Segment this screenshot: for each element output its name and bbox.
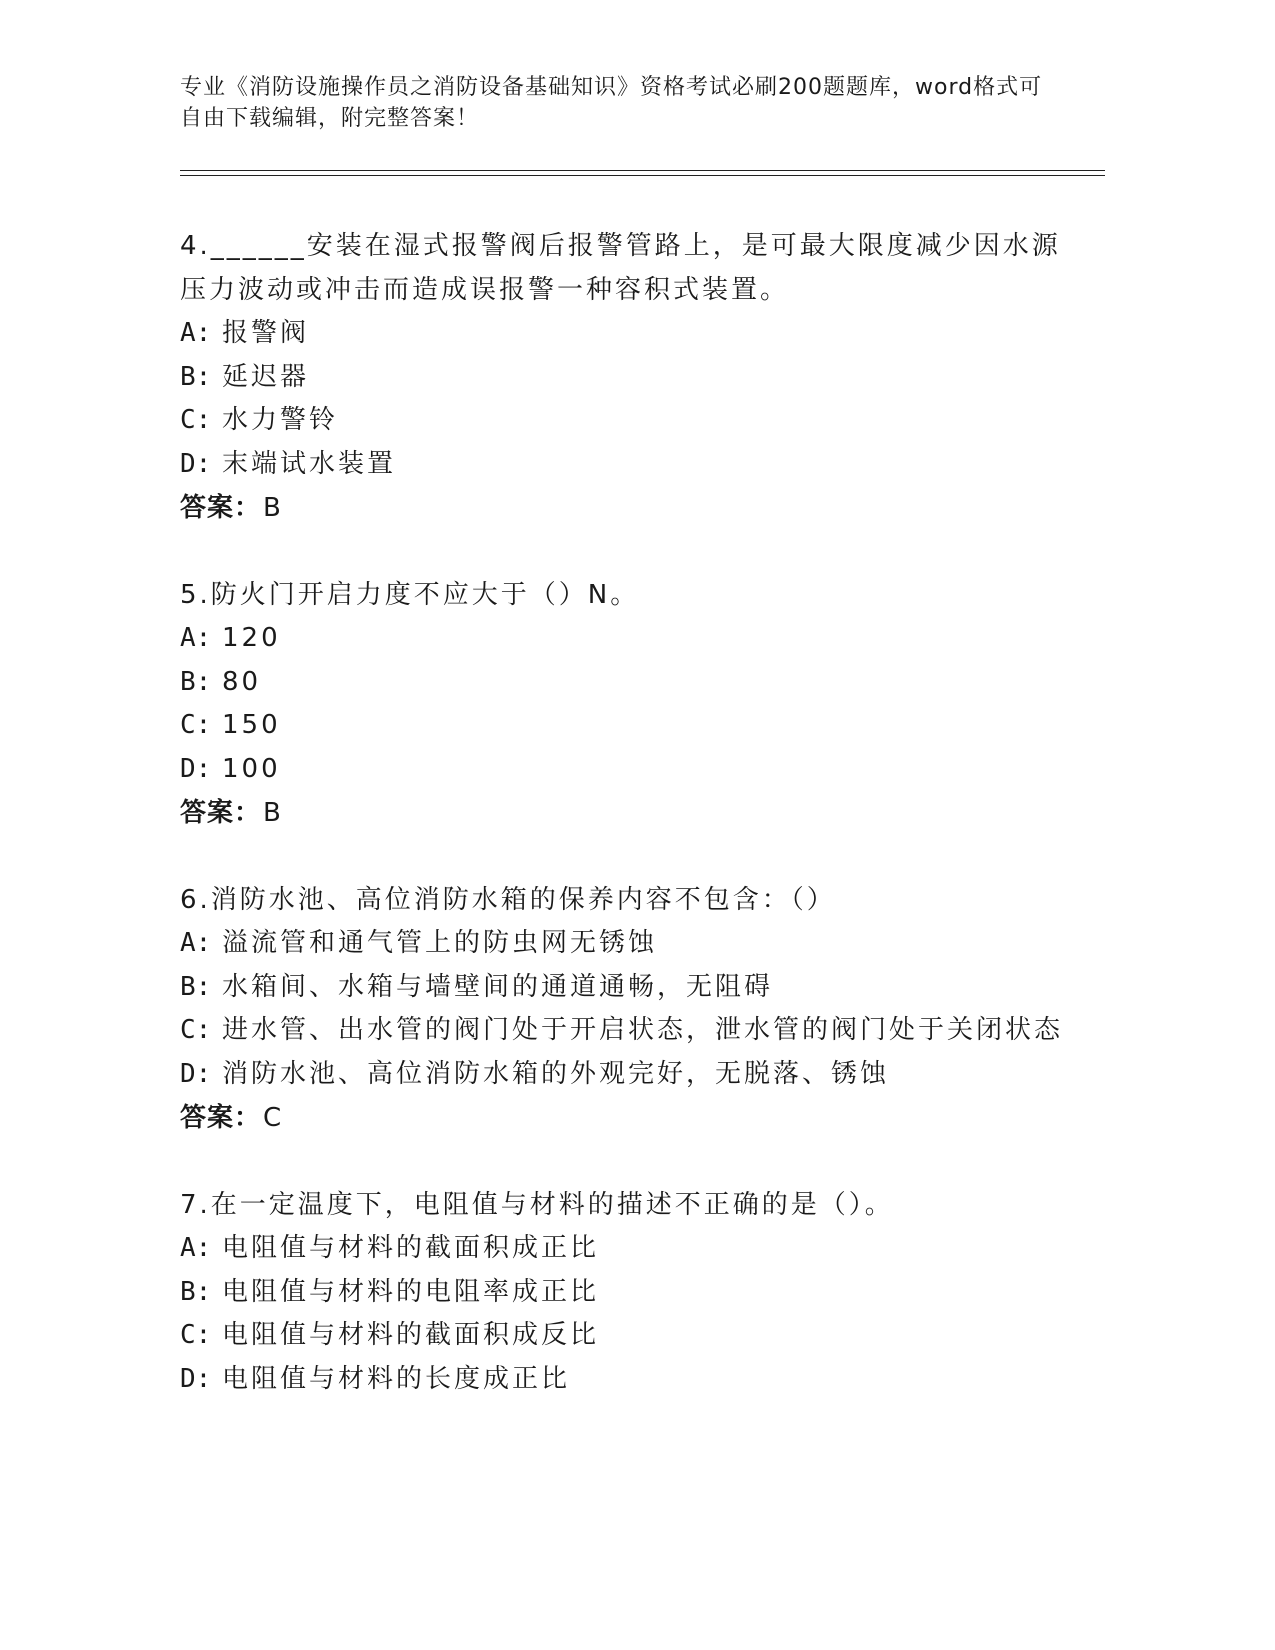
header-intro-text: 专业《消防设施操作员之消防设备基础知识》资格考试必刷200题题库，word格式可自由下载编辑，附完整答案！ [180, 75, 1043, 131]
option-text: 电阻值与材料的长度成正比 [222, 1363, 571, 1394]
option-text: 溢流管和通气管上的防虫网无锈蚀 [222, 928, 658, 958]
option-text: 延迟器 [222, 361, 310, 392]
option-c [180, 1314, 1080, 1358]
option-d [180, 1358, 1080, 1402]
option-text: 120 [222, 623, 281, 653]
question-list [180, 224, 1080, 1444]
option-text: 电阻值与材料的截面积成反比 [222, 1320, 600, 1350]
question-stem: 6.消防水池、高位消防水箱的保养内容不包含：（） [180, 885, 836, 915]
option-key: B: [180, 971, 212, 1002]
option-key: C: [180, 710, 212, 740]
answer-label: 答案： [180, 1103, 262, 1133]
option-key: D: [180, 1058, 212, 1089]
answer-value: C [263, 1103, 283, 1133]
option-key: B: [180, 666, 212, 697]
answer-line [180, 1096, 1080, 1140]
question-stem: 5.防火门开启力度不应大于（）N。 [180, 580, 640, 610]
question-item [180, 224, 1080, 530]
option-text: 报警阀 [222, 318, 310, 348]
question-stem: 7.在一定温度下，电阻值与材料的描述不正确的是（）。 [180, 1190, 894, 1220]
option-key: A: [180, 318, 212, 348]
option-a [180, 1227, 1080, 1271]
option-text: 电阻值与材料的截面积成正比 [222, 1233, 600, 1263]
option-key: D: [180, 1363, 212, 1394]
option-b [180, 966, 1080, 1010]
option-d [180, 748, 1080, 792]
option-c [180, 399, 1080, 443]
option-text: 80 [222, 666, 262, 697]
answer-value: B [263, 798, 282, 828]
option-key: A: [180, 1233, 212, 1263]
option-key: D: [180, 753, 212, 784]
option-key: C: [180, 405, 212, 435]
option-a [180, 312, 1080, 356]
option-c [180, 1009, 1080, 1053]
question-stem: 4.______安装在湿式报警阀后报警管路上，是可最大限度减少因水源压力波动或冲击而造成误报警一种容积式装置。 [180, 231, 1061, 305]
option-text: 消防水池、高位消防水箱的外观完好，无脱落、锈蚀 [222, 1058, 890, 1089]
option-b [180, 356, 1080, 400]
header-divider-top [180, 170, 1105, 171]
option-text: 进水管、出水管的阀门处于开启状态，泄水管的阀门处于关闭状态 [222, 1015, 1064, 1045]
option-key: B: [180, 361, 212, 392]
option-text: 150 [222, 710, 281, 740]
answer-line [180, 791, 1080, 835]
option-key: C: [180, 1320, 212, 1350]
answer-line [180, 486, 1080, 530]
option-text: 水力警铃 [222, 405, 339, 435]
option-b [180, 661, 1080, 705]
option-text: 末端试水装置 [222, 448, 397, 479]
question-item [180, 573, 1080, 835]
option-text: 电阻值与材料的电阻率成正比 [222, 1276, 600, 1307]
option-key: A: [180, 928, 212, 958]
option-key: C: [180, 1015, 212, 1045]
option-text: 100 [222, 753, 281, 784]
option-a [180, 617, 1080, 661]
option-text: 水箱间、水箱与墙壁间的通道通畅，无阻碍 [222, 971, 774, 1002]
question-item [180, 878, 1080, 1140]
option-a [180, 922, 1080, 966]
question-item [180, 1183, 1080, 1401]
option-key: A: [180, 623, 212, 653]
header-divider-bottom [180, 175, 1105, 176]
option-b [180, 1271, 1080, 1315]
option-d [180, 1053, 1080, 1097]
document-header [180, 72, 1060, 134]
answer-label: 答案： [180, 798, 262, 828]
answer-label: 答案： [180, 493, 262, 523]
option-c [180, 704, 1080, 748]
option-key: B: [180, 1276, 212, 1307]
option-key: D: [180, 448, 212, 479]
option-d [180, 443, 1080, 487]
answer-value: B [263, 493, 282, 523]
